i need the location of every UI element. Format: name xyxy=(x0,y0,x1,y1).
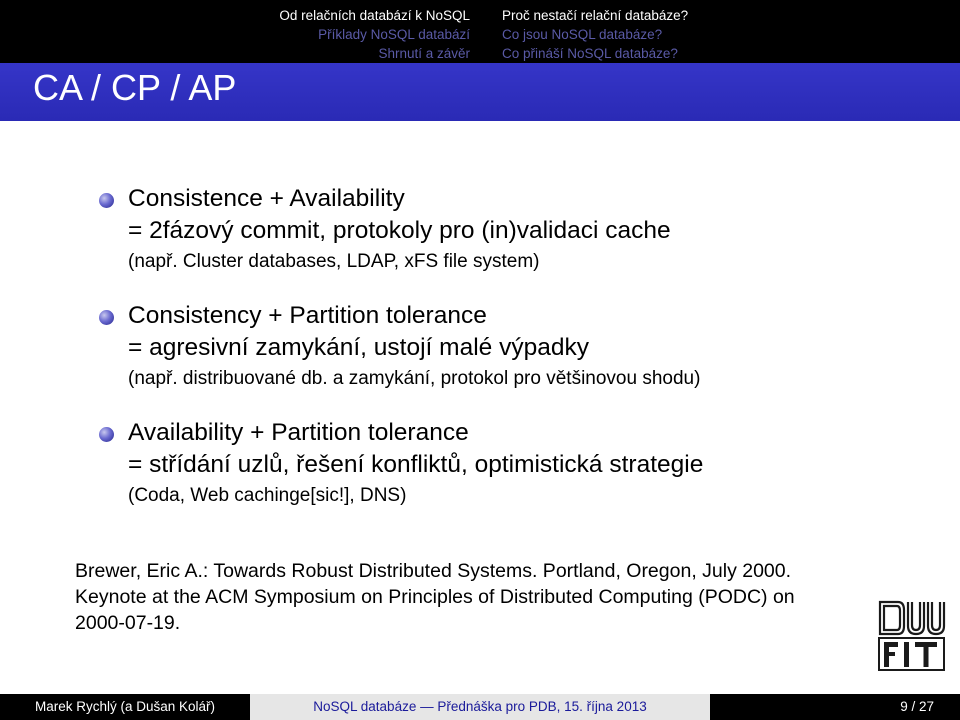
footer-page-box xyxy=(710,694,960,720)
bullet-list xyxy=(98,183,918,534)
item-description: = agresivní zamykání, ustojí malé výpadky xyxy=(128,334,589,361)
reference-line: Keynote at the ACM Symposium on Principles of Distributed Computing (PODC) on xyxy=(75,586,795,608)
reference-line: Brewer, Eric A.: Towards Robust Distributed Systems. Portland, Oregon, July 2000. xyxy=(75,560,792,582)
page-number: 9 / 27 xyxy=(900,699,934,714)
nav-subsection-link[interactable]: Co jsou NoSQL databáze? xyxy=(502,27,663,42)
nav-subsection-link[interactable]: Proč nestačí relační databáze? xyxy=(502,8,689,23)
list-item xyxy=(98,183,918,277)
item-heading: Consistence + Availability xyxy=(128,185,405,212)
fit-logo-icon xyxy=(878,598,946,672)
footer-title: NoSQL databáze — Přednáška pro PDB, 15. října 2013 xyxy=(250,694,710,720)
frame-title: CA / CP / AP xyxy=(33,67,237,108)
item-example: (např. distribuované db. a zamykání, protokol pro většinovou shodu) xyxy=(128,368,701,389)
bullet-icon xyxy=(99,193,114,208)
nav-section-link[interactable]: Od relačních databází k NoSQL xyxy=(279,8,470,23)
list-item xyxy=(98,417,918,511)
reference-citation xyxy=(75,558,865,636)
nav-section-link[interactable]: Shrnutí a závěr xyxy=(378,46,470,61)
subsection-list xyxy=(502,6,802,63)
nav-subsection-link[interactable]: Co přináší NoSQL databáze? xyxy=(502,46,678,61)
footer-author: Marek Rychlý (a Dušan Kolář) xyxy=(0,694,250,720)
bullet-icon xyxy=(99,427,114,442)
item-heading: Consistency + Partition tolerance xyxy=(128,302,487,329)
item-description: = 2fázový commit, protokoly pro (in)validaci cache xyxy=(128,217,671,244)
nav-section-link[interactable]: Příklady NoSQL databází xyxy=(318,27,470,42)
item-description: = střídání uzlů, řešení konfliktů, optimistická strategie xyxy=(128,451,704,478)
bullet-icon xyxy=(99,310,114,325)
section-list xyxy=(270,6,470,63)
footer xyxy=(0,694,960,720)
navigation-bar xyxy=(0,0,960,63)
item-example: (Coda, Web cachinge[sic!], DNS) xyxy=(128,485,407,506)
item-example: (např. Cluster databases, LDAP, xFS file system) xyxy=(128,251,540,272)
list-item xyxy=(98,300,918,394)
reference-line: 2000-07-19. xyxy=(75,612,181,634)
item-heading: Availability + Partition tolerance xyxy=(128,419,469,446)
